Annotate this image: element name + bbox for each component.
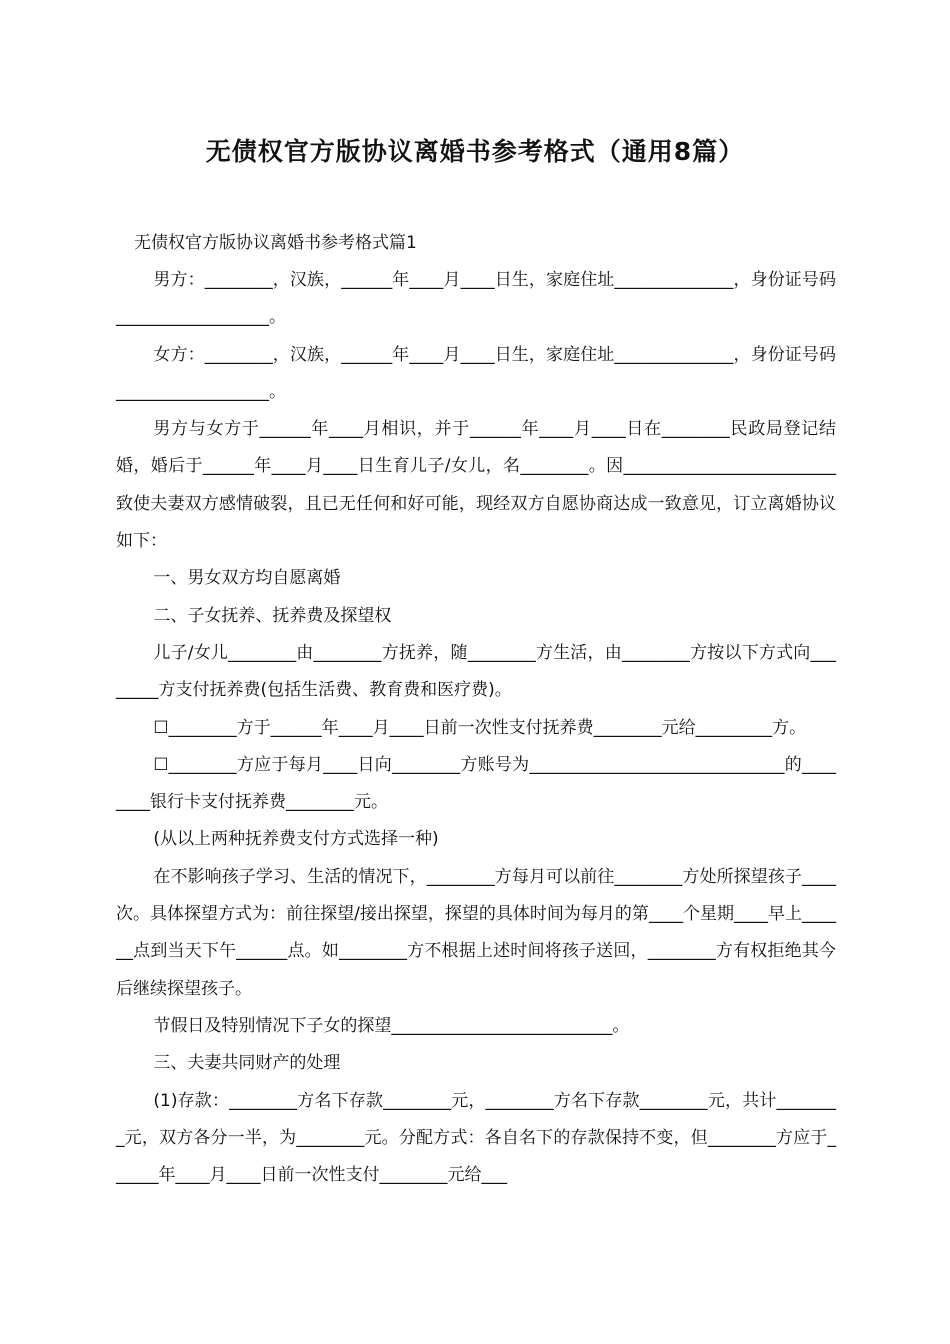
paragraph-marriage: 男方与女方于______年____月相识，并于______年____月____日在________民政局登记结婚，婚后于______年____月____日生育儿子/女儿，名________。因_________________________致使夫妻双方感情破裂，且已无任何和好可能，现经双方自愿协商达成一致意见，订立离婚协议如下： (116, 419, 836, 552)
section-subtitle: 无债权官方版协议离婚书参考格式篇1 (134, 233, 417, 253)
paragraph-visitation: 在不影响孩子学习、生活的情况下，________方每月可以前往________方处所探望孩子____次。具体探望方式为：前往探望/接出探望，探望的具体时间为每月的第____个星期____早上______点到当天下午______点。如________方不根据上述时间将孩子送回，________方有权拒绝其今后继续探望孩子。 (116, 866, 836, 999)
paragraph-custody: 儿子/女儿________由________方抚养，随________方生活，由________方按以下方式向________方支付抚养费(包括生活费、教育费和医疗费)。 (116, 642, 836, 701)
paragraph-male: 男方：________，汉族，______年____月____日生，家庭住址______________，身份证号码__________________。 (116, 270, 836, 328)
paragraph-savings: (1)存款：________方名下存款________元，________方名下存款________元，共计________元，双方各分一半，为________元。分配方式：各自名下的存款保持不变，但________方应于______年____月____日前一次性支付________元给___ (116, 1090, 836, 1186)
document-body (116, 262, 836, 1194)
clause-1-heading: 一、男女双方均自愿离婚 (153, 568, 341, 589)
document-title: 无债权官方版协议离婚书参考格式（通用8篇） (205, 137, 745, 166)
clause-3-heading: 三、夫妻共同财产的处理 (153, 1053, 341, 1074)
paragraph-monthly-option: ☐________方应于每月____日向________方账号为______________________________的________银行卡支付抚养费________元。 (116, 754, 836, 813)
paragraph-option-note: (从以上两种抚养费支付方式选择一种) (153, 829, 439, 850)
paragraph-holiday-visit: 节假日及特别情况下子女的探望__________________________。 (153, 1015, 630, 1036)
clause-2-heading: 二、子女抚养、抚养费及探望权 (153, 605, 392, 626)
paragraph-female: 女方：________，汉族，______年____月____日生，家庭住址______________，身份证号码__________________。 (116, 344, 836, 402)
paragraph-lump-sum-option: ☐________方于______年____月____日前一次性支付抚养费________元给_________方。 (153, 717, 807, 738)
